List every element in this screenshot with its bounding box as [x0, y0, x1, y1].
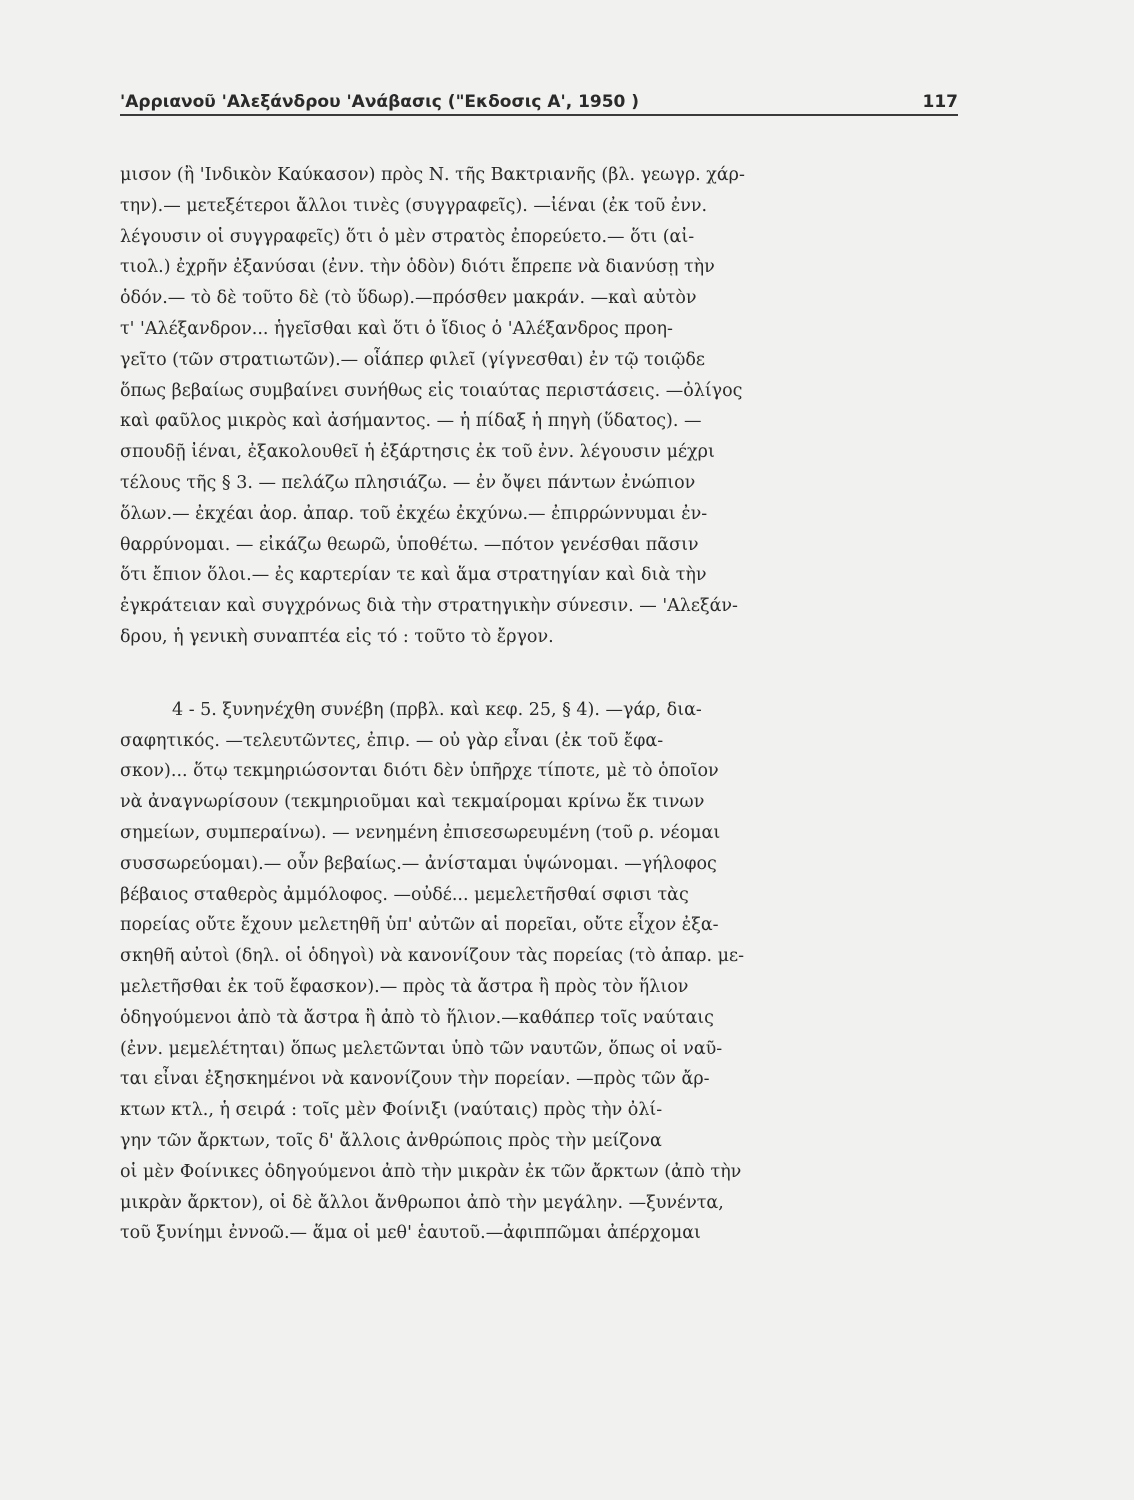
- text-line: λέγουσιν οἱ συγγραφεῖς) ὅτι ὁ μὲν στρατὸς ἐπορεύετο.— ὅτι (αἰ-: [120, 226, 695, 247]
- text-line: σκηθῆ αὐτοὶ (δηλ. οἱ ὁδηγοὶ) νὰ κανονίζουν τὰς πορείας (τὸ ἀπαρ. με-: [120, 946, 744, 967]
- text-line: ἐγκράτειαν καὶ συγχρόνως διὰ τὴν στρατηγικὴν σύνεσιν. — 'Αλεξάν-: [120, 596, 738, 617]
- text-line: βέβαιος σταθερὸς ἀμμόλοφος. —οὐδέ... μεμελετῆσθαί σφισι τὰς: [120, 884, 689, 905]
- text-line: τ' 'Αλέξανδρον... ἡγεῖσθαι καὶ ὅτι ὁ ἴδιος ὁ 'Αλέξανδρος προη-: [120, 318, 673, 339]
- text-line: ὅτι ἔπιον ὅλοι.— ἐς καρτερίαν τε καὶ ἅμα στρατηγίαν καὶ διὰ τὴν: [120, 565, 707, 586]
- text-line: μισον (ἢ 'Ινδικὸν Καύκασον) πρὸς Ν. τῆς Βακτριανῆς (βλ. γεωγρ. χάρ-: [120, 165, 745, 185]
- text-line: ὅπως βεβαίως συμβαίνει συνήθως εἰς τοιαύτας περιστάσεις. —ὀλίγος: [120, 380, 743, 401]
- text-line: τιολ.) ἐχρῆν ἐξανύσαι (ἐνν. τὴν ὁδὸν) διότι ἔπρεπε νὰ διανύσῃ τὴν: [120, 257, 715, 278]
- running-header: [120, 92, 958, 116]
- text-line: θαρρύνομαι. — εἰκάζω θεωρῶ, ὑποθέτω. —πότον γενέσθαι πᾶσιν: [120, 534, 699, 555]
- text-line: οἱ μὲν Φοίνικες ὁδηγούμενοι ἀπὸ τὴν μικρὰν ἐκ τῶν ἄρκτων (ἀπὸ τὴν: [120, 1161, 742, 1182]
- text-line: γεῖτο (τῶν στρατιωτῶν).— οἷάπερ φιλεῖ (γίγνεσθαι) ἐν τῷ τοιῷδε: [120, 349, 705, 370]
- text-line: σημείων, συμπεραίνω). — νενημένη ἐπισεσωρευμένη (τοῦ ρ. νέομαι: [120, 822, 721, 843]
- header-title: 'Αρριανοῦ 'Αλεξάνδρου 'Ανάβασις ("Εκδοσις Α', 1950 ): [120, 92, 640, 112]
- text-line: (ἐνν. μεμελέτηται) ὅπως μελετῶνται ὑπὸ τῶν ναυτῶν, ὅπως οἱ ναῦ-: [120, 1038, 723, 1059]
- paragraph-gap: [120, 653, 960, 695]
- text-line: νὰ ἀναγνωρίσουν (τεκμηριοῦμαι καὶ τεκμαίρομαι κρίνω ἔκ τινων: [120, 792, 705, 813]
- page-number: 117: [922, 92, 958, 112]
- text-line: 4 - 5. ξυνηνέχθη συνέβη (πρβλ. καὶ κεφ. 25, § 4). —γάρ, δια-: [172, 699, 702, 720]
- text-line: ὅλων.— ἐκχέαι ἀορ. ἀπαρ. τοῦ ἐκχέω ἐκχύνω.— ἐπιρρώννυμαι ἐν-: [120, 503, 708, 524]
- text-line: ὁδηγούμενοι ἀπὸ τὰ ἄστρα ἢ ἀπὸ τὸ ἥλιον.—καθάπερ τοῖς ναύταις: [120, 1007, 714, 1028]
- text-line: σαφητικός. —τελευτῶντες, ἐπιρ. — οὐ γὰρ εἶναι (ἐκ τοῦ ἔφα-: [120, 730, 664, 751]
- text-line: συσσωρεύομαι).— οὖν βεβαίως.— ἀνίσταμαι ὑψώνομαι. —γήλοφος: [120, 853, 717, 874]
- text-line: ὁδόν.— τὸ δὲ τοῦτο δὲ (τὸ ὕδωρ).—πρόσθεν μακράν. —καὶ αὐτὸν: [120, 288, 697, 309]
- text-line: τέλους τῆς § 3. — πελάζω πλησιάζω. — ἐν ὄψει πάντων ἐνώπιον: [120, 472, 696, 493]
- paragraph-2: [120, 695, 960, 1249]
- text-line: μελετῆσθαι ἐκ τοῦ ἔφασκον).— πρὸς τὰ ἄστρα ἢ πρὸς τὸν ἥλιον: [120, 976, 689, 997]
- text-line: σκον)... ὅτῳ τεκμηριώσονται διότι δὲν ὑπῆρχε τίποτε, μὲ τὸ ὁποῖον: [120, 761, 719, 782]
- text-line: γην τῶν ἄρκτων, τοῖς δ' ἄλλοις ἀνθρώποις πρὸς τὴν μείζονα: [120, 1130, 662, 1151]
- text-line: μικρὰν ἄρκτον), οἱ δὲ ἄλλοι ἄνθρωποι ἀπὸ τὴν μεγάλην. —ξυνέντα,: [120, 1192, 724, 1213]
- text-line: καὶ φαῦλος μικρὸς καὶ ἀσήμαντος. — ἡ πίδαξ ἡ πηγὴ (ὕδατος). —: [120, 411, 702, 432]
- paragraph-1: [120, 160, 960, 653]
- text-line: κτων κτλ., ἡ σειρά : τοῖς μὲν Φοίνιξι (ναύταις) πρὸς τὴν ὀλί-: [120, 1100, 663, 1121]
- text-line: ται εἶναι ἐξησκημένοι νὰ κανονίζουν τὴν πορείαν. —πρὸς τῶν ἄρ-: [120, 1069, 710, 1090]
- text-line: την).— μετεξέτεροι ἄλλοι τινὲς (συγγραφεῖς). —ἰέναι (ἐκ τοῦ ἐνν.: [120, 195, 708, 216]
- text-line: πορείας οὔτε ἔχουν μελετηθῆ ὑπ' αὐτῶν αἱ πορεῖαι, οὔτε εἶχον ἐξα-: [120, 915, 719, 936]
- text-line: τοῦ ξυνίημι ἐννοῶ.— ἅμα οἱ μεθ' ἑαυτοῦ.—ἀφιππῶμαι ἀπέρχομαι: [120, 1223, 701, 1244]
- page-body: [120, 160, 960, 1249]
- text-line: σπουδῇ ἰέναι, ἐξακολουθεῖ ἡ ἐξάρτησις ἐκ τοῦ ἐνν. λέγουσιν μέχρι: [120, 442, 715, 463]
- text-line: δρου, ἡ γενικὴ συναπτέα εἰς τό : τοῦτο τὸ ἔργον.: [120, 626, 554, 647]
